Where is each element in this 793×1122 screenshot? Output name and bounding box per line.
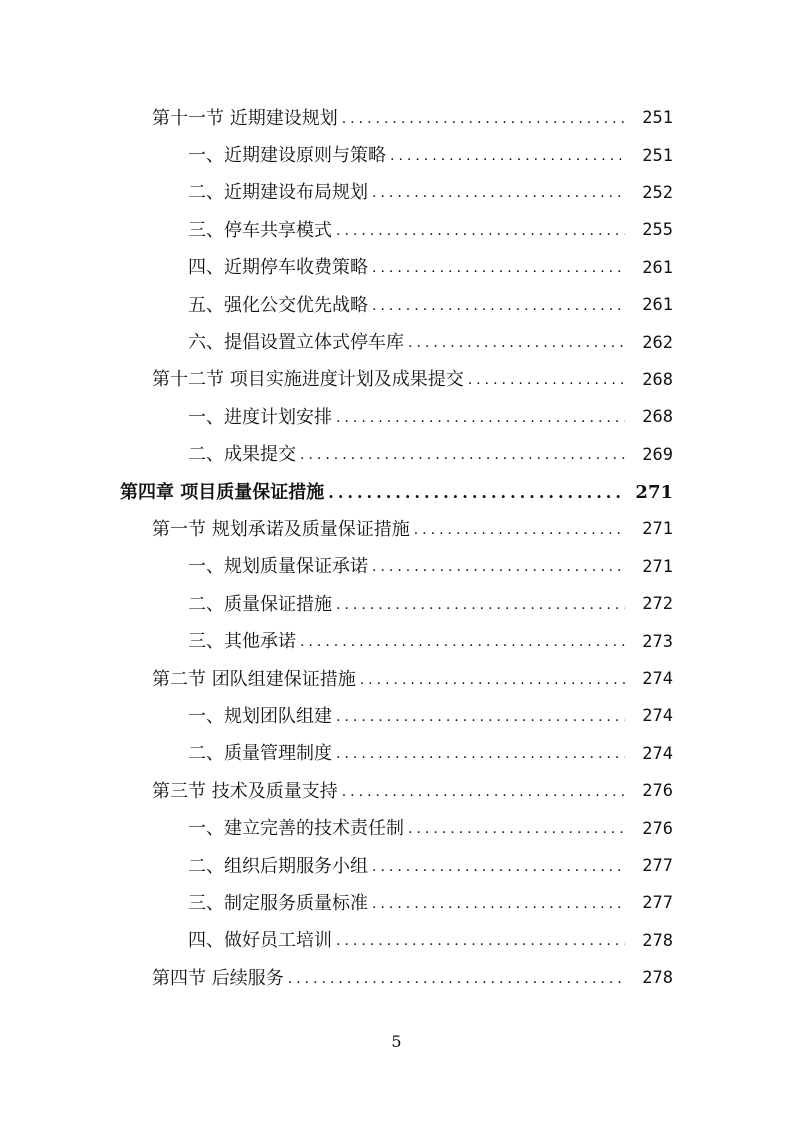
toc-entry-title: 三、制定服务质量标准 [188, 892, 368, 914]
dot-leader [372, 261, 625, 275]
toc-entry-page-number: 268 [642, 407, 673, 428]
toc-entry-title: 第二节 团队组建保证措施 [152, 668, 356, 690]
toc-entry-page-number: 273 [642, 631, 673, 652]
toc-entry-title: 四、近期停车收费策略 [188, 257, 368, 279]
dot-leader [468, 373, 625, 387]
toc-entry-section[interactable] [0, 362, 793, 399]
toc-entry-page-number: 278 [642, 968, 673, 989]
toc-entry-page-number: 262 [642, 332, 673, 353]
toc-entry-section[interactable] [0, 773, 793, 810]
toc-entry-page-number: 272 [642, 594, 673, 615]
toc-entry-item[interactable] [0, 437, 793, 474]
toc-entry-title: 一、规划质量保证承诺 [188, 556, 368, 578]
toc-entry-item[interactable] [0, 698, 793, 735]
toc-entry-title: 第四章 项目质量保证措施 [120, 481, 325, 503]
toc-entry-page-number: 277 [642, 893, 673, 914]
toc-entry-page-number: 261 [642, 295, 673, 316]
toc-entry-item[interactable] [0, 848, 793, 885]
toc-entry-title: 二、质量管理制度 [188, 743, 332, 765]
toc-entry-title: 三、停车共享模式 [188, 219, 332, 241]
toc-entry-title: 二、质量保证措施 [188, 593, 332, 615]
toc-entry-title: 一、建立完善的技术责任制 [188, 818, 404, 840]
dot-leader [414, 523, 625, 537]
toc-entry-page-number: 276 [642, 818, 673, 839]
toc-entry-chapter[interactable] [0, 474, 793, 511]
dot-leader [336, 411, 625, 425]
dot-leader [390, 149, 625, 163]
toc-entry-title: 第一节 规划承诺及质量保证措施 [152, 518, 410, 540]
toc-entry-title: 四、做好员工培训 [188, 930, 332, 952]
toc-entry-title: 第三节 技术及质量支持 [152, 780, 338, 802]
dot-leader [300, 448, 625, 462]
toc-entry-page-number: 278 [642, 930, 673, 951]
toc-entry-item[interactable] [0, 175, 793, 212]
toc-entry-page-number: 251 [642, 145, 673, 166]
toc-entry-item[interactable] [0, 923, 793, 960]
dot-leader [342, 785, 625, 799]
toc-entry-page-number: 271 [635, 481, 673, 503]
dot-leader [336, 598, 625, 612]
toc-entry-item[interactable] [0, 586, 793, 623]
dot-leader [408, 336, 625, 350]
toc-entry-title: 二、成果提交 [188, 444, 296, 466]
toc-entry-title: 一、规划团队组建 [188, 705, 332, 727]
toc-entry-page-number: 274 [642, 706, 673, 727]
toc-entry-page-number: 271 [642, 519, 673, 540]
dot-leader [336, 710, 625, 724]
toc-entry-title: 二、近期建设布局规划 [188, 182, 368, 204]
dot-leader [342, 112, 625, 126]
toc-entry-page-number: 255 [642, 220, 673, 241]
page-number-footer: 5 [391, 1032, 402, 1051]
toc-entry-page-number: 252 [642, 182, 673, 203]
dot-leader [372, 186, 625, 200]
toc-entry-page-number: 268 [642, 369, 673, 390]
toc-entry-item[interactable] [0, 885, 793, 922]
toc-entry-title: 第十二节 项目实施进度计划及成果提交 [152, 369, 464, 391]
toc-entry-item[interactable] [0, 549, 793, 586]
toc-entry-section[interactable] [0, 661, 793, 698]
toc-entry-title: 一、进度计划安排 [188, 406, 332, 428]
toc-entry-item[interactable] [0, 212, 793, 249]
dot-leader [372, 897, 625, 911]
toc-entry-section[interactable] [0, 511, 793, 548]
toc-entry-page-number: 251 [642, 108, 673, 129]
toc-entry-title: 第十一节 近期建设规划 [152, 107, 338, 129]
dot-leader [372, 560, 625, 574]
toc-entry-item[interactable] [0, 810, 793, 847]
toc-entry-page-number: 269 [642, 444, 673, 465]
dot-leader [300, 635, 625, 649]
dot-leader [408, 822, 625, 836]
toc-entry-page-number: 261 [642, 257, 673, 278]
toc-entry-section[interactable] [0, 100, 793, 137]
toc-entry-title: 二、组织后期服务小组 [188, 855, 368, 877]
toc-entry-item[interactable] [0, 250, 793, 287]
dot-leader [360, 673, 625, 687]
dot-leader [336, 747, 625, 761]
toc-entry-item[interactable] [0, 623, 793, 660]
toc-entry-title: 一、近期建设原则与策略 [188, 145, 386, 167]
toc-entry-title: 五、强化公交优先战略 [188, 294, 368, 316]
toc-entry-item[interactable] [0, 736, 793, 773]
dot-leader [336, 934, 625, 948]
toc-entry-page-number: 277 [642, 856, 673, 876]
toc-entry-title: 第四节 后续服务 [152, 967, 284, 989]
dot-leader [328, 485, 625, 501]
dot-leader [372, 860, 625, 874]
toc-entry-page-number: 276 [642, 781, 673, 802]
toc-entry-title: 三、其他承诺 [188, 631, 296, 653]
toc-entry-item[interactable] [0, 137, 793, 174]
toc-entry-item[interactable] [0, 399, 793, 436]
toc-entry-title: 六、提倡设置立体式停车库 [188, 332, 404, 354]
toc-entry-page-number: 274 [642, 669, 673, 690]
toc-entry-item[interactable] [0, 287, 793, 324]
toc-entry-section[interactable] [0, 960, 793, 997]
toc-entry-item[interactable] [0, 324, 793, 361]
dot-leader [288, 972, 625, 986]
dot-leader [336, 224, 625, 238]
toc-entry-page-number: 271 [642, 556, 673, 577]
dot-leader [372, 299, 625, 313]
toc-entry-page-number: 274 [642, 743, 673, 764]
table-of-contents [0, 100, 793, 997]
